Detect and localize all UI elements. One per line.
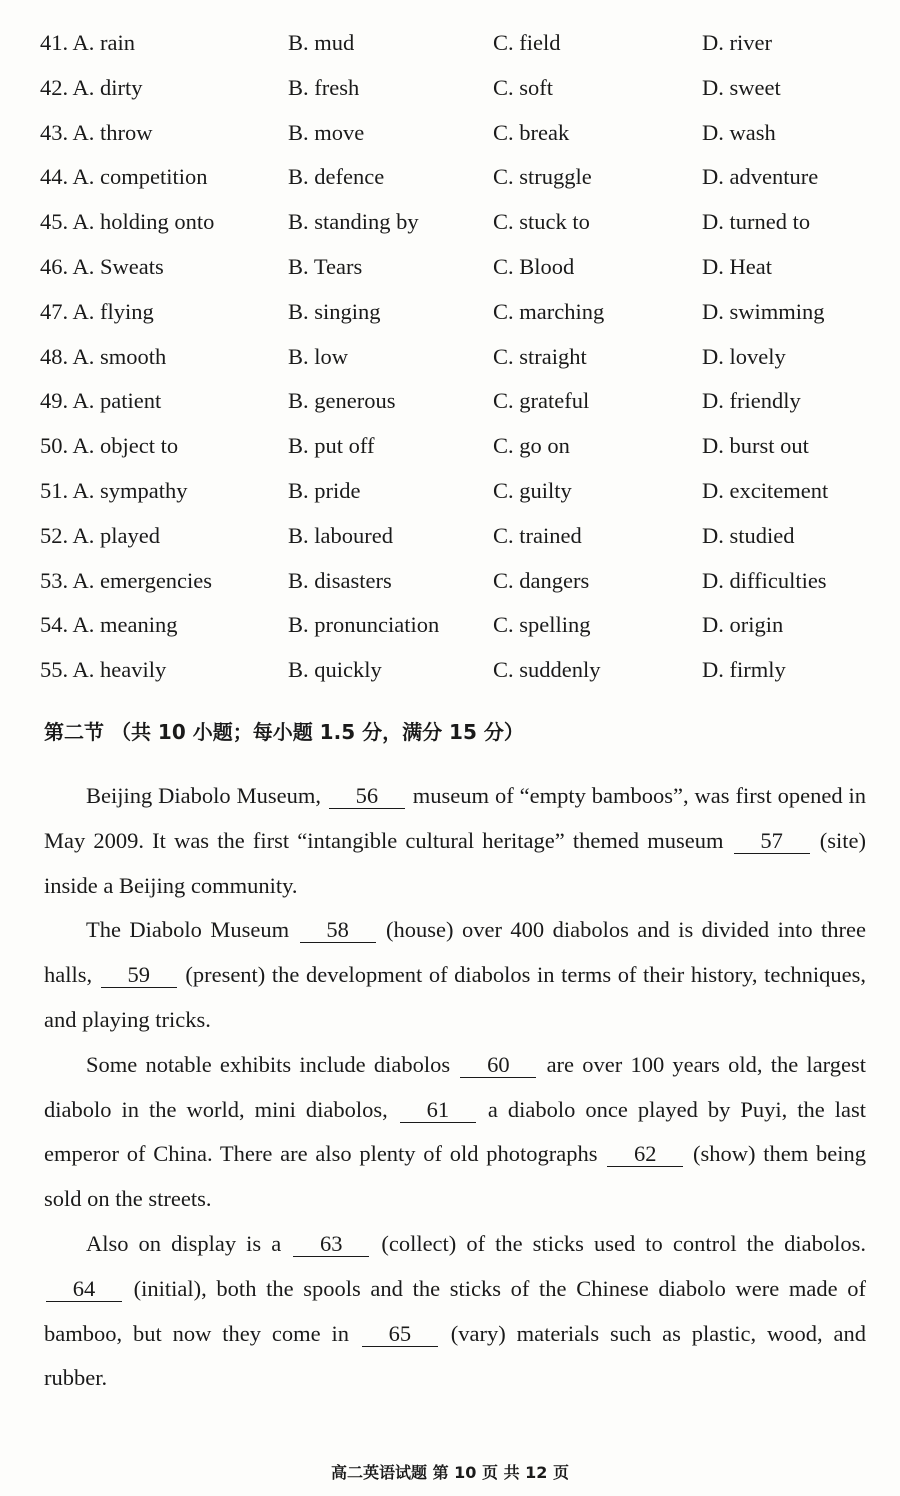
option-c: C. spelling	[493, 612, 591, 638]
option-a: 55. A. heavily	[40, 657, 167, 683]
blank-60: 60	[460, 1053, 536, 1078]
option-d: D. swimming	[702, 298, 825, 324]
blank-64: 64	[46, 1277, 122, 1302]
section-heading: 第二节 （共 10 小题；每小题 1.5 分，满分 15 分）	[44, 720, 524, 744]
option-row	[40, 297, 880, 342]
options-list	[40, 28, 880, 700]
paragraph-2	[44, 908, 866, 1042]
option-a: 51. A. sympathy	[40, 477, 188, 503]
option-b: B. pronunciation	[288, 612, 440, 638]
option-b: B. fresh	[288, 74, 360, 100]
option-b: B. singing	[288, 298, 381, 324]
option-a: 43. A. throw	[40, 119, 153, 145]
option-c: C. marching	[493, 298, 605, 324]
option-row	[40, 610, 880, 655]
option-c: C. grateful	[493, 388, 590, 414]
option-b: B. move	[288, 119, 365, 145]
option-row	[40, 566, 880, 611]
option-b: B. Tears	[288, 253, 363, 279]
option-d: D. adventure	[702, 164, 819, 190]
passage-text: (vary) materials such as plastic, wood, and rubber.	[44, 1320, 867, 1391]
option-c: C. guilty	[493, 477, 572, 503]
option-a: 42. A. dirty	[40, 74, 143, 100]
option-c: C. go on	[493, 433, 570, 459]
option-b: B. put off	[288, 433, 375, 459]
option-b: B. standing by	[288, 209, 419, 235]
option-b: B. quickly	[288, 657, 382, 683]
option-row	[40, 431, 880, 476]
passage-text: (initial), both the spools and the sticks of the Chinese diabolo were made of bamboo, but now they come in	[44, 1275, 866, 1346]
option-b: B. laboured	[288, 522, 393, 548]
passage-text: The Diabolo Museum	[86, 917, 290, 943]
option-row	[40, 28, 880, 73]
option-d: D. firmly	[702, 657, 786, 683]
option-a: 49. A. patient	[40, 388, 162, 414]
option-b: B. low	[288, 343, 349, 369]
passage-text: Some notable exhibits include diabolos	[86, 1051, 451, 1077]
passage-text: (present) the development of diabolos in terms of their history, techniques, and playing tricks.	[44, 962, 867, 1032]
option-row	[40, 252, 880, 297]
option-row	[40, 118, 880, 163]
passage-text: (collect) of the sticks used to control the diabolos.	[381, 1230, 867, 1256]
option-a: 53. A. emergencies	[40, 567, 213, 593]
option-c: C. suddenly	[493, 657, 601, 683]
paragraph-1	[44, 774, 866, 908]
passage-text: are over 100 years old, the largest diabolo in the world, mini diabolos,	[44, 1051, 867, 1122]
option-d: D. sweet	[702, 74, 781, 100]
option-b: B. mud	[288, 30, 355, 55]
option-c: C. struggle	[493, 164, 592, 190]
passage-text: Beijing Diabolo Museum,	[86, 783, 321, 808]
option-c: C. straight	[493, 343, 587, 369]
blank-58: 58	[300, 918, 376, 943]
option-row	[40, 655, 880, 700]
option-c: C. trained	[493, 522, 582, 548]
option-b: B. disasters	[288, 567, 392, 593]
passage	[44, 774, 866, 1401]
option-a: 48. A. smooth	[40, 343, 167, 369]
option-d: D. turned to	[702, 209, 811, 235]
option-d: D. burst out	[702, 433, 809, 459]
passage-text: (house) over 400 diabolos and is divided into three halls,	[44, 917, 867, 988]
passage-text: Also on display is a	[86, 1230, 282, 1256]
option-c: C. field	[493, 30, 561, 55]
paragraph-4	[44, 1222, 866, 1401]
passage-text: museum of “empty bamboos”, was first opened in May 2009. It was the first “intangible cultural heritage” themed museum	[44, 783, 866, 853]
blank-63: 63	[293, 1232, 369, 1257]
option-b: B. generous	[288, 388, 396, 414]
option-a: 50. A. object to	[40, 433, 179, 459]
option-d: D. Heat	[702, 253, 772, 279]
option-c: C. stuck to	[493, 209, 590, 235]
blank-56: 56	[329, 784, 405, 809]
blank-65: 65	[362, 1322, 438, 1347]
option-a: 41. A. rain	[40, 30, 135, 55]
option-row	[40, 207, 880, 252]
option-row	[40, 386, 880, 431]
option-row	[40, 476, 880, 521]
paragraph-3	[44, 1043, 866, 1222]
option-d: D. difficulties	[702, 567, 827, 593]
option-d: D. origin	[702, 612, 784, 638]
option-b: B. defence	[288, 164, 385, 190]
passage-text: a diabolo once played by Puyi, the last emperor of China. There are also plenty of old photographs	[44, 1096, 866, 1167]
option-c: C. soft	[493, 74, 554, 100]
passage-text: (show) them being sold on the streets.	[44, 1141, 867, 1212]
option-c: C. Blood	[493, 253, 575, 279]
option-d: D. friendly	[702, 388, 801, 414]
passage-text: (site) inside a Beijing community.	[44, 827, 867, 898]
option-row	[40, 162, 880, 207]
option-a: 47. A. flying	[40, 298, 154, 324]
option-row	[40, 521, 880, 566]
option-c: C. break	[493, 119, 570, 145]
blank-61: 61	[400, 1098, 476, 1123]
blank-59: 59	[101, 963, 177, 988]
blank-57: 57	[734, 829, 810, 854]
option-a: 45. A. holding onto	[40, 209, 215, 235]
option-d: D. lovely	[702, 343, 786, 369]
option-d: D. studied	[702, 522, 795, 548]
option-d: D. excitement	[702, 477, 829, 503]
page-footer: 高二英语试题 第 10 页 共 12 页	[331, 1463, 569, 1482]
option-c: C. dangers	[493, 567, 590, 593]
option-d: D. wash	[702, 119, 776, 145]
option-d: D. river	[702, 30, 772, 55]
option-row	[40, 342, 880, 387]
option-a: 46. A. Sweats	[40, 253, 164, 279]
option-b: B. pride	[288, 477, 361, 503]
option-a: 54. A. meaning	[40, 612, 178, 638]
option-row	[40, 73, 880, 118]
option-a: 52. A. played	[40, 522, 160, 548]
blank-62: 62	[607, 1142, 683, 1167]
option-a: 44. A. competition	[40, 164, 208, 190]
